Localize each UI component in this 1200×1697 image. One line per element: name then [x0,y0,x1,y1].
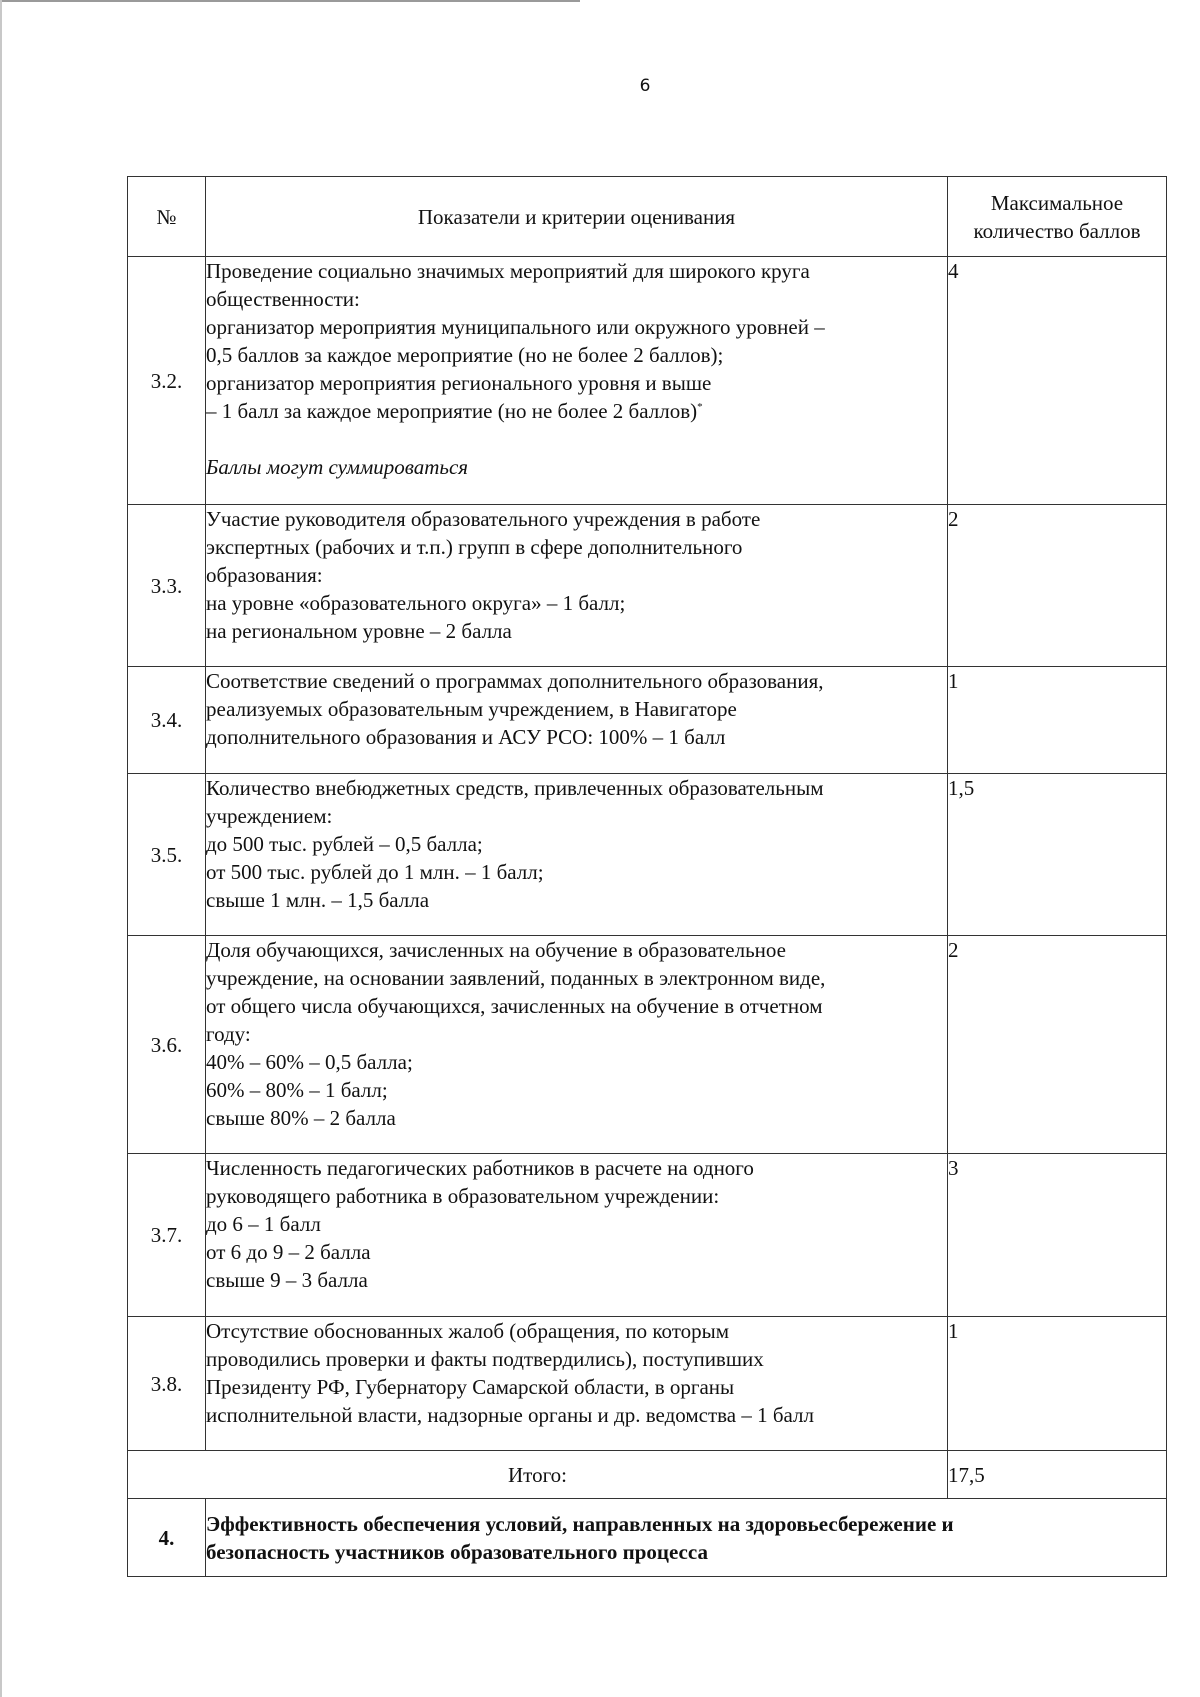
row-max-points: 3 [948,1154,1167,1317]
row-max-points: 2 [948,505,1167,667]
criteria-line: Количество внебюджетных средств, привлеченных образовательным [206,776,824,800]
row-criteria [206,257,948,505]
criteria-line: от 500 тыс. рублей до 1 млн. – 1 балл; [206,860,544,884]
criteria-line: Проведение социально значимых мероприятий для широкого круга [206,259,810,283]
criteria-line: руководящего работника в образовательном учреждении: [206,1184,720,1208]
row-max-points: 4 [948,257,1167,505]
criteria-line: общественности: [206,287,360,311]
section-title [206,1499,1167,1577]
criteria-line: организатор мероприятия регионального уровня и выше [206,371,712,395]
scan-edge-top [0,0,580,2]
page-number: 6 [639,76,651,96]
table-row-3-8 [128,1317,1167,1451]
criteria-line: от 6 до 9 – 2 балла [206,1240,371,1264]
criteria-line: исполнительной власти, надзорные органы и др. ведомства – 1 балл [206,1403,814,1427]
footnote-mark: * [697,401,703,413]
header-criteria: Показатели и критерии оценивания [206,177,948,257]
criteria-line: Президенту РФ, Губернатору Самарской области, в органы [206,1375,735,1399]
scan-edge-left [0,0,2,1697]
header-max-points [948,177,1167,257]
criteria-line: Численность педагогических работников в расчете на одного [206,1156,754,1180]
criteria-line: организатор мероприятия муниципального или окружного уровней – [206,315,825,339]
criteria-line: образования: [206,563,323,587]
row-number: 3.7. [128,1154,206,1317]
criteria-line: на региональном уровне – 2 балла [206,619,512,643]
criteria-line: на уровне «образовательного округа» – 1 балл; [206,591,626,615]
row-number: 3.5. [128,774,206,936]
section-number: 4. [128,1499,206,1577]
table-row-3-7 [128,1154,1167,1317]
row-number: 3.8. [128,1317,206,1451]
criteria-line: Отсутствие обоснованных жалоб (обращения, по которым [206,1319,730,1343]
header-number: № [128,177,206,257]
row-criteria [206,774,948,936]
row-criteria [206,505,948,667]
criteria-line: Соответствие сведений о программах дополнительного образования, [206,669,824,693]
row-max-points: 1 [948,667,1167,774]
criteria-line: до 6 – 1 балл [206,1212,321,1236]
criteria-line: Участие руководителя образовательного учреждения в работе [206,507,761,531]
criteria-line: 0,5 баллов за каждое мероприятие (но не более 2 баллов); [206,343,724,367]
row-number: 3.2. [128,257,206,505]
row-max-points: 2 [948,936,1167,1154]
total-row [128,1451,1167,1499]
row-number: 3.6. [128,936,206,1154]
criteria-table [127,176,1167,1577]
section-title-line-1: Эффективность обеспечения условий, направленных на здоровьесбережение и [206,1511,954,1536]
criteria-line: свыше 80% – 2 балла [206,1106,396,1130]
row-number: 3.4. [128,667,206,774]
row-max-points: 1,5 [948,774,1167,936]
row-max-points: 1 [948,1317,1167,1451]
table-row-3-2 [128,257,1167,505]
criteria-line-text: – 1 балл за каждое мероприятие (но не более 2 баллов) [206,399,698,423]
header-max-line-2: количество баллов [973,218,1141,243]
criteria-line: проводились проверки и факты подтвердились), поступивших [206,1347,764,1371]
table-row-3-5 [128,774,1167,936]
criteria-line: дополнительного образования и АСУ РСО: 100% – 1 балл [206,725,726,749]
criteria-line: учреждением: [206,804,333,828]
criteria-note: Баллы могут суммироваться [206,455,469,479]
table-row-3-3 [128,505,1167,667]
total-value: 17,5 [948,1451,1167,1499]
section-title-line-2: безопасность участников образовательного процесса [206,1539,708,1564]
criteria-line: 40% – 60% – 0,5 балла; [206,1050,413,1074]
criteria-line: до 500 тыс. рублей – 0,5 балла; [206,832,483,856]
header-max-line-1: Максимальное [990,190,1124,215]
criteria-line: 60% – 80% – 1 балл; [206,1078,388,1102]
row-number: 3.3. [128,505,206,667]
criteria-line: учреждение, на основании заявлений, поданных в электронном виде, [206,966,826,990]
criteria-line: свыше 1 млн. – 1,5 балла [206,888,430,912]
row-criteria [206,1317,948,1451]
criteria-line: свыше 9 – 3 балла [206,1268,368,1292]
criteria-line: от общего числа обучающихся, зачисленных на обучение в отчетном [206,994,823,1018]
criteria-line: экспертных (рабочих и т.п.) групп в сфере дополнительного [206,535,743,559]
criteria-line: реализуемых образовательным учреждением, в Навигаторе [206,697,737,721]
row-criteria [206,936,948,1154]
table-header-row [128,177,1167,257]
table-row-3-4 [128,667,1167,774]
criteria-line: году: [206,1022,251,1046]
criteria-line-with-footnote [206,397,947,425]
row-criteria [206,1154,948,1317]
total-label: Итого: [128,1451,948,1499]
criteria-line: Доля обучающихся, зачисленных на обучение в образовательное [206,938,786,962]
section-row-4 [128,1499,1167,1577]
table-row-3-6 [128,936,1167,1154]
spacer [206,425,947,453]
row-criteria [206,667,948,774]
